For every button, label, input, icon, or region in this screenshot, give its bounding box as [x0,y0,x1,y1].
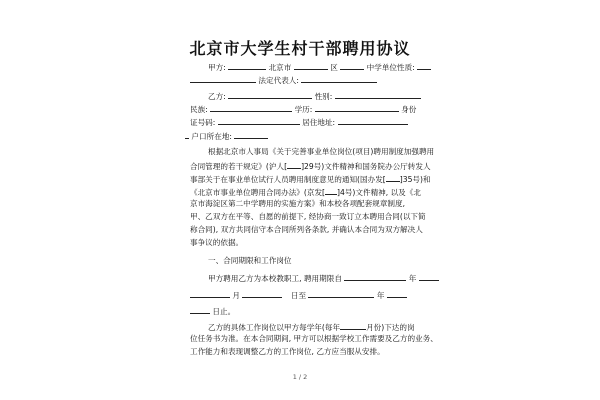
document-title: 北京市大学生村干部聘用协议 [189,39,411,58]
preamble-text: 事部关于在事业单位试行人员聘用制度意见的通知(国办发[ [190,175,386,184]
section-1-para-2-line-3: 工作能力和表现调整乙方的工作岗位, 乙方应当服从安排。 [190,347,385,356]
preamble-line-5: 京市海淀区第二中学聘用的实施方案》和本校各项配套规章制度, [190,199,406,208]
party-b-ethnicity: 民族: [190,105,208,114]
blank [387,289,407,298]
preamble-line-6: 甲、乙双方在平等、自愿的前提下, 经协商一致订立本聘用合同(以下简 [190,212,426,221]
party-b-line [208,90,421,102]
party-a-line [208,61,431,73]
blank [210,103,292,112]
blank [228,90,312,99]
blank [315,103,399,112]
section-1-text: 月 [232,291,241,300]
section-1-line-2 [190,289,407,301]
preamble-text: ]29号)文件精神和国务院办公厅转发人 [301,162,431,171]
party-b-id-line [190,116,408,128]
blank [242,289,282,298]
party-a-city: 北京市 [268,63,292,72]
party-b-id-label-a: 身份 [401,105,417,114]
section-1-line-3 [190,305,235,317]
blank [419,272,439,281]
section-1-text: 年 [376,291,385,300]
party-b-ethnicity-line [190,103,416,115]
party-b-education: 学历: [294,105,313,114]
party-a-rep-line [190,74,377,86]
preamble-text: 合同管理的若干规定》(沪人[ [190,162,288,171]
blank [185,130,189,139]
blank [417,61,431,70]
preamble-text: ]35号)和 [399,175,431,184]
blank [190,74,256,83]
blank [325,186,337,195]
blank [344,272,406,281]
section-1-line-1 [208,272,439,284]
party-a-rep-label: 法定代表人: [258,76,299,85]
section-1-text: 乙方的具体工作岗位以甲方每学年(每年 [208,323,341,332]
blank [190,289,230,298]
section-1-text: 甲方聘用乙方为本校教职工, 聘用期限自 [208,274,342,283]
preamble-line-4 [190,186,421,198]
blank [234,130,268,139]
section-1-text: 月份)下达的岗 [366,323,415,332]
blank [294,61,328,70]
blank [386,173,400,182]
section-1-text: 日至 [290,291,307,300]
party-a-district: 区 [330,63,338,72]
preamble-line-2 [190,160,431,172]
blank [340,61,364,70]
party-b-label: 乙方: [208,92,226,101]
blank [287,160,301,169]
party-b-hukou: 户口所在地: [191,132,232,141]
blank [338,116,408,125]
preamble-text: ]4号)文件精神, 以及《北 [337,188,421,197]
blank [340,321,366,330]
party-b-residence: 居住地址: [302,118,336,127]
preamble-line-1: 根据北京市人事局《关于完善事业单位岗位(项目)聘用制度加强聘用 [208,147,435,156]
blank [228,61,266,70]
blank [218,116,300,125]
party-a-label: 甲方: [208,63,226,72]
party-a-school: 中学单位性质: [366,63,415,72]
preamble-line-3 [190,173,431,185]
blank [335,90,421,99]
preamble-line-8: 事争议的依据。 [190,238,244,247]
preamble-text: 《北京市事业单位聘用合同办法》(京发[ [190,188,326,197]
preamble-line-7: 称合同), 双方共同信守本合同所列各条款, 并确认本合同为双方解决人 [190,225,423,234]
party-b-id-label-b: 证号码: [190,118,216,127]
section-1-para-2-line-2: 位任务书为准。在本合同期间, 甲方可以根据学校工作需要及乙方的业务、 [190,334,438,343]
section-1-text: 年 [408,274,417,283]
blank [190,305,210,314]
section-1-title: 一、合同期限和工作岗位 [208,256,292,265]
party-b-hukou-line [185,130,268,142]
party-b-gender: 性别: [314,92,333,101]
page-number: 1 / 2 [292,373,308,381]
blank [301,74,377,83]
section-1-para-2-line-1 [208,321,415,333]
blank [308,289,374,298]
section-1-text: 日止。 [212,307,236,316]
